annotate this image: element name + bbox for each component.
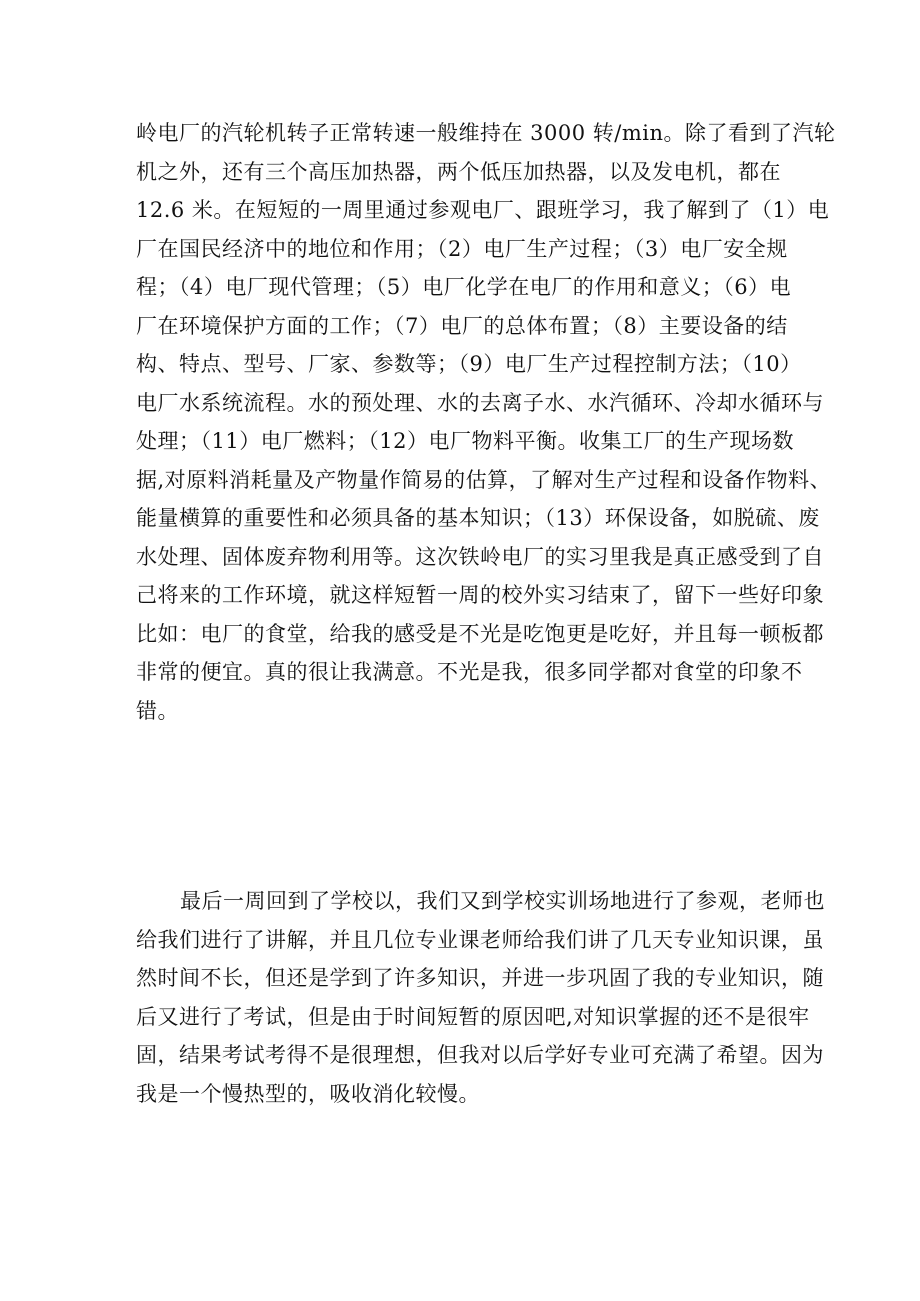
text-line: 给我们进行了讲解，并且几位专业课老师给我们讲了几天专业知识课，虽 xyxy=(136,927,824,952)
text-line: 机之外，还有三个高压加热器，两个低压加热器，以及发电机，都在 xyxy=(136,159,781,184)
text-line: 厂在环境保护方面的工作；（7）电厂的总体布置；（8）主要设备的结 xyxy=(136,313,788,338)
text-line: 据,对原料消耗量及产物量作简易的估算，了解对生产过程和设备作物料、 xyxy=(136,467,832,492)
text-line: 能量横算的重要性和必须具备的基本知识；（13）环保设备，如脱硫、废 xyxy=(136,506,820,530)
text-line: 厂在国民经济中的地位和作用；（2）电厂生产过程；（3）电厂安全规 xyxy=(136,236,788,261)
text-line: 构、特点、型号、厂家、参数等；（9）电厂生产过程控制方法；（10） xyxy=(136,352,802,376)
text-line: 处理；（11）电厂燃料；（12）电厂物料平衡。收集工厂的生产现场数 xyxy=(136,429,794,453)
text-line: 12.6 米。在短短的一周里通过参观电厂、跟班学习，我了解到了（1）电 xyxy=(136,198,830,222)
text-line: 水处理、固体废弃物利用等。这次铁岭电厂的实习里我是真正感受到了自 xyxy=(136,544,824,569)
text-line: 然时间不长，但还是学到了许多知识，并进一步巩固了我的专业知识，随 xyxy=(136,966,824,990)
text-line: 我是一个慢热型的，吸收消化较慢。 xyxy=(136,1081,480,1106)
text-line: 最后一周回到了学校以，我们又到学校实训场地进行了参观，老师也 xyxy=(180,889,825,913)
text-line: 错。 xyxy=(136,698,179,723)
text-line: 己将来的工作环境，就这样短暂一周的校外实习结束了，留下一些好印象 xyxy=(136,583,824,607)
text-line: 程；（4）电厂现代管理；（5）电厂化学在电厂的作用和意义；（6）电 xyxy=(136,275,792,299)
text-line: 固，结果考试考得不是很理想，但我对以后学好专业可充满了希望。因为 xyxy=(136,1043,824,1067)
text-line: 岭电厂的汽轮机转子正常转速一般维持在 3000 转/min。除了看到了汽轮 xyxy=(136,121,836,145)
text-line: 后又进行了考试，但是由于时间短暂的原因吧,对知识掌握的还不是很牢 xyxy=(136,1004,810,1029)
text-line: 电厂水系统流程。水的预处理、水的去离子水、水汽循环、冷却水循环与 xyxy=(136,390,824,415)
text-line: 非常的便宜。真的很让我满意。不光是我，很多同学都对食堂的印象不 xyxy=(136,660,803,684)
paragraph-1 xyxy=(136,114,836,730)
paragraph-2 xyxy=(136,882,825,1113)
text-line: 比如：电厂的食堂，给我的感受是不光是吃饱更是吃好，并且每一顿板都 xyxy=(136,621,824,646)
